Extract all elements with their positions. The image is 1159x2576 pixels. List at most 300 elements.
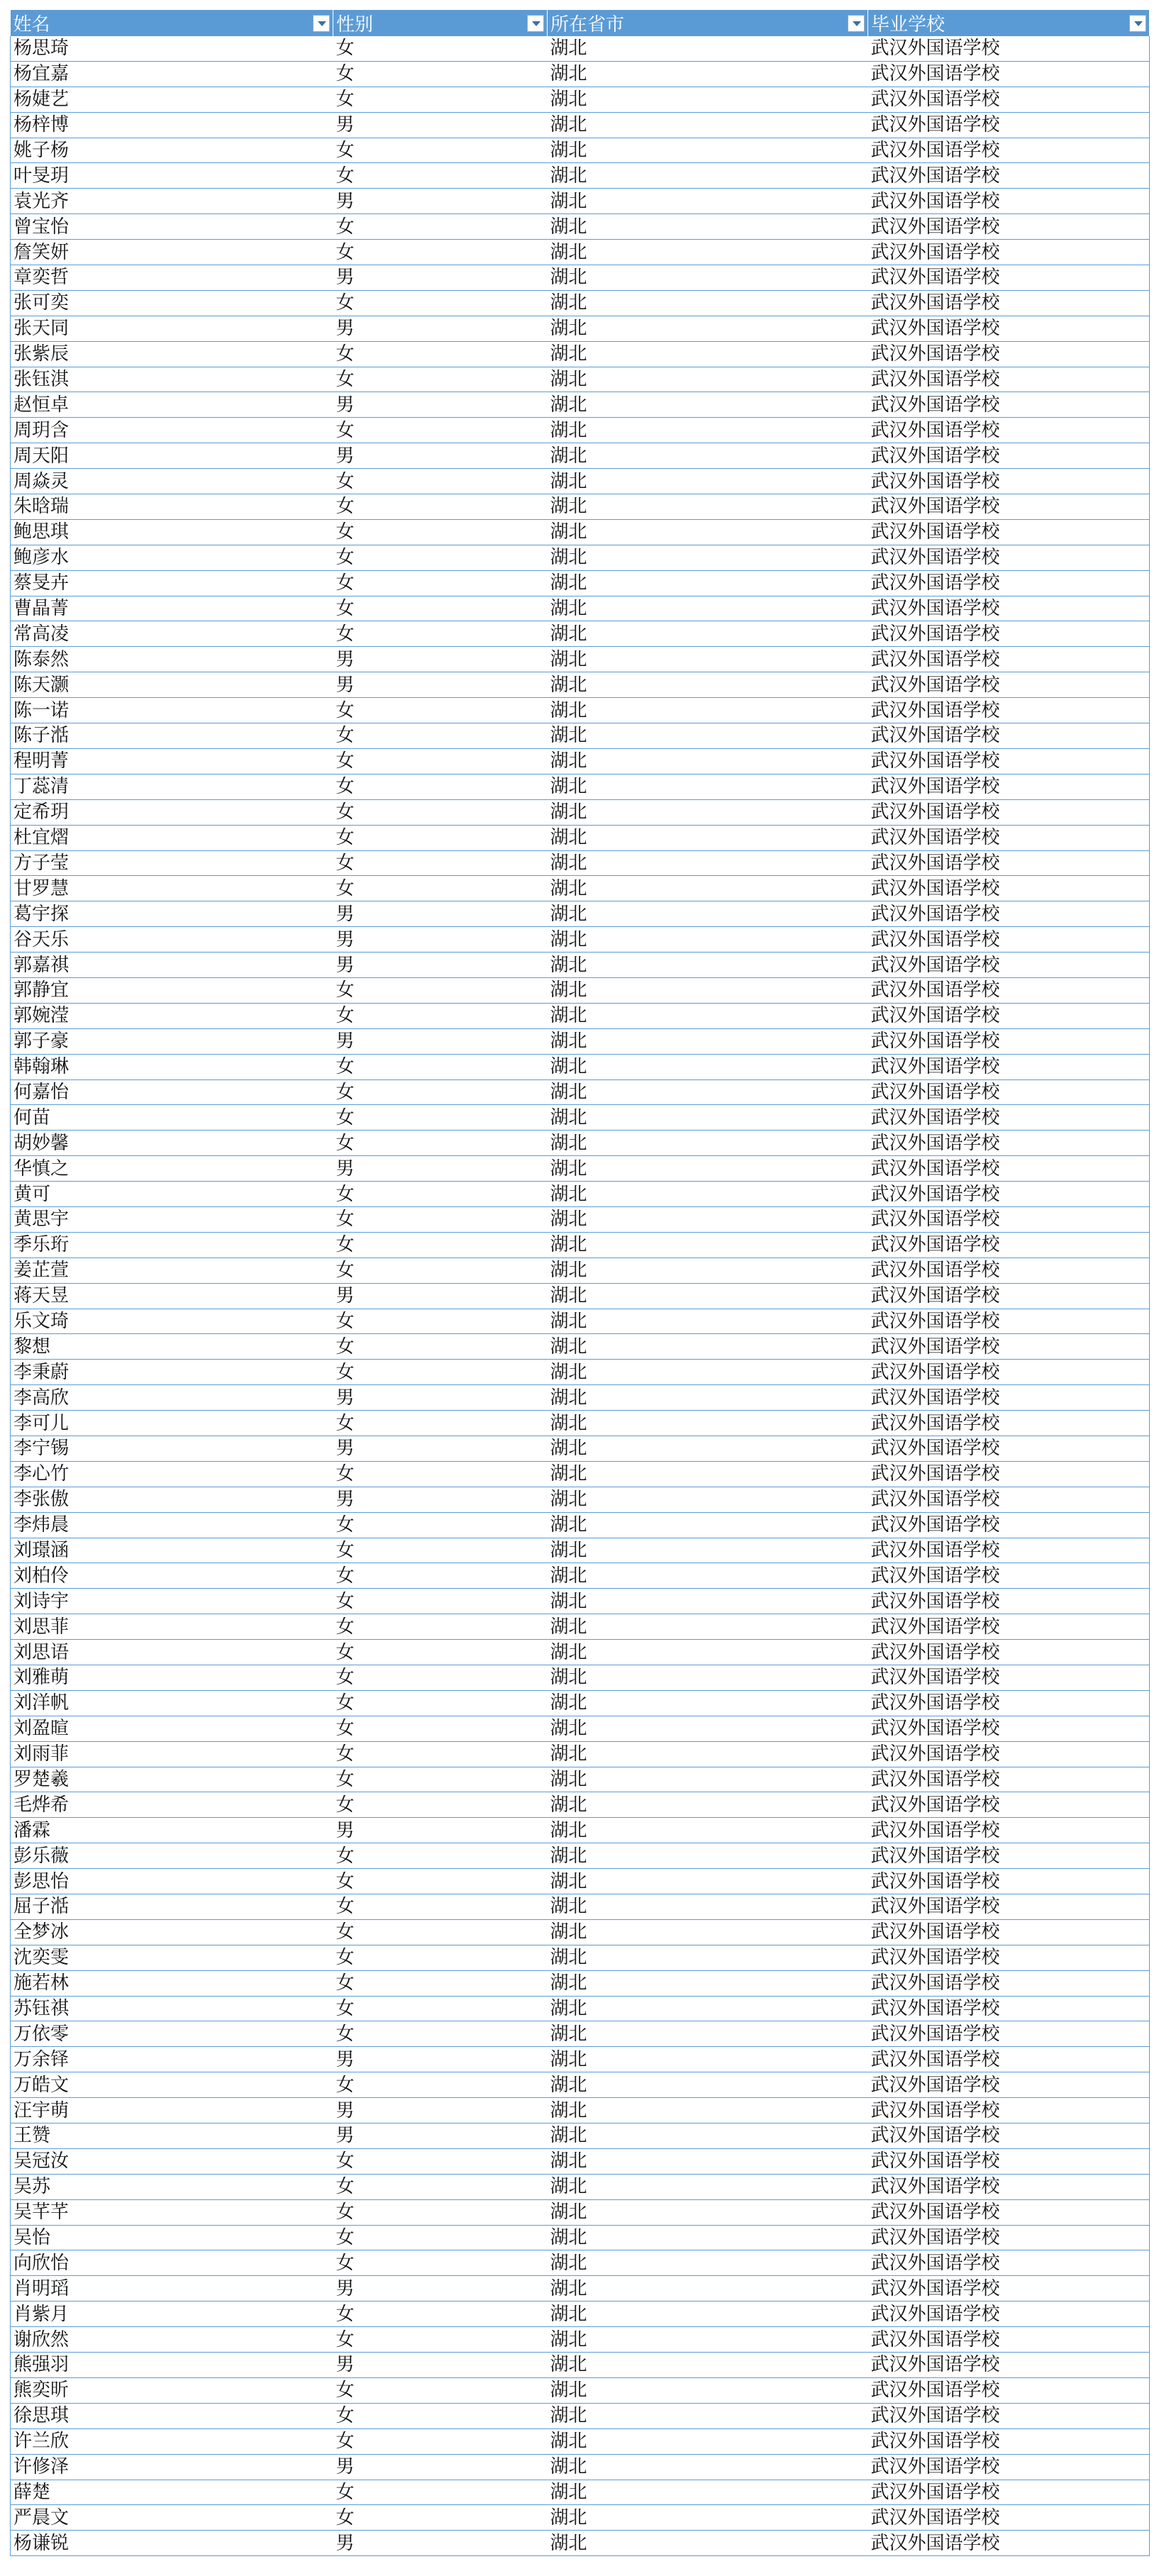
cell-name[interactable]: 许修泽 [11,2454,333,2480]
cell-school[interactable]: 武汉外国语学校 [868,392,1150,418]
cell-name[interactable]: 乐文琦 [11,1309,333,1334]
cell-province[interactable]: 湖北 [548,265,868,291]
cell-gender[interactable]: 女 [333,2377,548,2403]
cell-gender[interactable]: 男 [333,2353,548,2378]
cell-province[interactable]: 湖北 [548,1945,868,1970]
cell-gender[interactable]: 女 [333,774,548,799]
cell-school[interactable]: 武汉外国语学校 [868,672,1150,698]
cell-province[interactable]: 湖北 [548,774,868,799]
cell-gender[interactable]: 女 [333,87,548,112]
cell-gender[interactable]: 男 [333,1818,548,1843]
cell-name[interactable]: 季乐珩 [11,1232,333,1258]
cell-province[interactable]: 湖北 [548,1182,868,1207]
cell-gender[interactable]: 男 [333,2276,548,2302]
cell-province[interactable]: 湖北 [548,570,868,596]
cell-school[interactable]: 武汉外国语学校 [868,1843,1150,1869]
cell-name[interactable]: 万依零 [11,2021,333,2047]
cell-school[interactable]: 武汉外国语学校 [868,469,1150,494]
cell-school[interactable]: 武汉外国语学校 [868,265,1150,291]
cell-gender[interactable]: 女 [333,1589,548,1614]
cell-gender[interactable]: 女 [333,2148,548,2174]
cell-name[interactable]: 吴冠汝 [11,2148,333,2174]
cell-province[interactable]: 湖北 [548,1843,868,1869]
cell-province[interactable]: 湖北 [548,1411,868,1436]
cell-province[interactable]: 湖北 [548,443,868,469]
cell-name[interactable]: 姚子杨 [11,138,333,163]
cell-province[interactable]: 湖北 [548,1436,868,1461]
cell-province[interactable]: 湖北 [548,698,868,723]
cell-province[interactable]: 湖北 [548,1894,868,1920]
cell-school[interactable]: 武汉外国语学校 [868,1487,1150,1512]
cell-province[interactable]: 湖北 [548,2021,868,2047]
cell-province[interactable]: 湖北 [548,138,868,163]
cell-gender[interactable]: 女 [333,748,548,774]
cell-gender[interactable]: 女 [333,1232,548,1258]
cell-gender[interactable]: 女 [333,1869,548,1894]
cell-name[interactable]: 黎想 [11,1334,333,1360]
cell-school[interactable]: 武汉外国语学校 [868,1258,1150,1283]
cell-school[interactable]: 武汉外国语学校 [868,723,1150,749]
cell-name[interactable]: 肖明瑫 [11,2276,333,2302]
cell-school[interactable]: 武汉外国语学校 [868,1054,1150,1079]
cell-name[interactable]: 向欣怡 [11,2250,333,2276]
cell-province[interactable]: 湖北 [548,596,868,621]
cell-gender[interactable]: 女 [333,1411,548,1436]
cell-school[interactable]: 武汉外国语学校 [868,214,1150,240]
cell-province[interactable]: 湖北 [548,1792,868,1818]
cell-name[interactable]: 刘柏伶 [11,1563,333,1589]
cell-province[interactable]: 湖北 [548,901,868,927]
cell-province[interactable]: 湖北 [548,1003,868,1028]
cell-school[interactable]: 武汉外国语学校 [868,1411,1150,1436]
cell-province[interactable]: 湖北 [548,1589,868,1614]
cell-school[interactable]: 武汉外国语学校 [868,138,1150,163]
cell-name[interactable]: 苏钰祺 [11,1996,333,2021]
cell-gender[interactable]: 男 [333,1028,548,1054]
cell-gender[interactable]: 男 [333,316,548,341]
cell-name[interactable]: 曾宝怡 [11,214,333,240]
cell-province[interactable]: 湖北 [548,2098,868,2123]
cell-province[interactable]: 湖北 [548,2327,868,2353]
cell-name[interactable]: 谷天乐 [11,927,333,953]
cell-province[interactable]: 湖北 [548,850,868,876]
cell-school[interactable]: 武汉外国语学校 [868,1741,1150,1767]
cell-name[interactable]: 潘霖 [11,1818,333,1843]
cell-gender[interactable]: 女 [333,2327,548,2353]
cell-school[interactable]: 武汉外国语学校 [868,545,1150,570]
cell-province[interactable]: 湖北 [548,519,868,545]
cell-gender[interactable]: 女 [333,1512,548,1538]
cell-school[interactable]: 武汉外国语学校 [868,1461,1150,1487]
cell-province[interactable]: 湖北 [548,1461,868,1487]
cell-name[interactable]: 杨婕艺 [11,87,333,112]
cell-province[interactable]: 湖北 [548,290,868,316]
cell-gender[interactable]: 女 [333,876,548,901]
cell-school[interactable]: 武汉外国语学校 [868,519,1150,545]
cell-school[interactable]: 武汉外国语学校 [868,799,1150,825]
cell-name[interactable]: 张紫辰 [11,341,333,367]
cell-name[interactable]: 刘洋帆 [11,1690,333,1716]
cell-name[interactable]: 沈奕雯 [11,1945,333,1970]
cell-province[interactable]: 湖北 [548,1309,868,1334]
cell-school[interactable]: 武汉外国语学校 [868,1818,1150,1843]
cell-province[interactable]: 湖北 [548,2199,868,2225]
cell-gender[interactable]: 女 [333,1131,548,1156]
cell-gender[interactable]: 女 [333,469,548,494]
cell-name[interactable]: 全梦冰 [11,1919,333,1945]
cell-name[interactable]: 吴苏 [11,2174,333,2199]
cell-province[interactable]: 湖北 [548,1690,868,1716]
cell-school[interactable]: 武汉外国语学校 [868,2454,1150,2480]
cell-school[interactable]: 武汉外国语学校 [868,1079,1150,1105]
cell-gender[interactable]: 男 [333,2098,548,2123]
cell-gender[interactable]: 男 [333,1436,548,1461]
cell-school[interactable]: 武汉外国语学校 [868,1589,1150,1614]
cell-school[interactable]: 武汉外国语学校 [868,189,1150,214]
cell-gender[interactable]: 女 [333,494,548,520]
cell-province[interactable]: 湖北 [548,1258,868,1283]
cell-gender[interactable]: 女 [333,1614,548,1640]
cell-province[interactable]: 湖北 [548,2454,868,2480]
cell-name[interactable]: 熊强羽 [11,2353,333,2378]
cell-gender[interactable]: 女 [333,341,548,367]
cell-province[interactable]: 湖北 [548,2480,868,2505]
cell-province[interactable]: 湖北 [548,1206,868,1232]
cell-name[interactable]: 甘罗慧 [11,876,333,901]
cell-school[interactable]: 武汉外国语学校 [868,570,1150,596]
cell-school[interactable]: 武汉外国语学校 [868,825,1150,850]
cell-school[interactable]: 武汉外国语学校 [868,596,1150,621]
cell-school[interactable]: 武汉外国语学校 [868,1512,1150,1538]
cell-gender[interactable]: 女 [333,2250,548,2276]
cell-name[interactable]: 程明菁 [11,748,333,774]
cell-school[interactable]: 武汉外国语学校 [868,876,1150,901]
cell-province[interactable]: 湖北 [548,1767,868,1792]
cell-gender[interactable]: 女 [333,367,548,392]
cell-province[interactable]: 湖北 [548,1538,868,1563]
cell-name[interactable]: 袁光齐 [11,189,333,214]
cell-province[interactable]: 湖北 [548,1487,868,1512]
cell-province[interactable]: 湖北 [548,2353,868,2378]
cell-gender[interactable]: 男 [333,189,548,214]
cell-gender[interactable]: 女 [333,1767,548,1792]
cell-name[interactable]: 陈泰然 [11,647,333,672]
cell-school[interactable]: 武汉外国语学校 [868,2403,1150,2428]
cell-gender[interactable]: 女 [333,2428,548,2454]
cell-gender[interactable]: 女 [333,2174,548,2199]
cell-gender[interactable]: 女 [333,698,548,723]
cell-province[interactable]: 湖北 [548,367,868,392]
cell-province[interactable]: 湖北 [548,1640,868,1665]
filter-dropdown-icon[interactable] [1129,15,1146,32]
cell-school[interactable]: 武汉外国语学校 [868,61,1150,87]
cell-school[interactable]: 武汉外国语学校 [868,36,1150,61]
cell-province[interactable]: 湖北 [548,953,868,978]
cell-name[interactable]: 李宁锡 [11,1436,333,1461]
cell-name[interactable]: 杜宜熠 [11,825,333,850]
cell-school[interactable]: 武汉外国语学校 [868,1105,1150,1131]
cell-province[interactable]: 湖北 [548,647,868,672]
cell-school[interactable]: 武汉外国语学校 [868,1360,1150,1385]
cell-name[interactable]: 郭婉滢 [11,1003,333,1028]
cell-school[interactable]: 武汉外国语学校 [868,1028,1150,1054]
cell-school[interactable]: 武汉外国语学校 [868,2174,1150,2199]
cell-gender[interactable]: 女 [333,545,548,570]
cell-province[interactable]: 湖北 [548,1283,868,1309]
cell-gender[interactable]: 女 [333,1919,548,1945]
cell-gender[interactable]: 男 [333,2531,548,2556]
cell-name[interactable]: 张钰淇 [11,367,333,392]
cell-province[interactable]: 湖北 [548,2174,868,2199]
cell-name[interactable]: 杨梓博 [11,112,333,138]
cell-name[interactable]: 李炜晨 [11,1512,333,1538]
cell-school[interactable]: 武汉外国语学校 [868,2531,1150,2556]
cell-school[interactable]: 武汉外国语学校 [868,1690,1150,1716]
cell-school[interactable]: 武汉外国语学校 [868,1182,1150,1207]
cell-school[interactable]: 武汉外国语学校 [868,418,1150,443]
cell-gender[interactable]: 女 [333,1461,548,1487]
cell-school[interactable]: 武汉外国语学校 [868,1385,1150,1411]
cell-gender[interactable]: 女 [333,1538,548,1563]
cell-school[interactable]: 武汉外国语学校 [868,2505,1150,2531]
cell-name[interactable]: 徐思琪 [11,2403,333,2428]
cell-gender[interactable]: 女 [333,1206,548,1232]
cell-gender[interactable]: 男 [333,1487,548,1512]
cell-school[interactable]: 武汉外国语学校 [868,2302,1150,2327]
cell-province[interactable]: 湖北 [548,927,868,953]
cell-school[interactable]: 武汉外国语学校 [868,1767,1150,1792]
cell-gender[interactable]: 女 [333,977,548,1003]
cell-school[interactable]: 武汉外国语学校 [868,2199,1150,2225]
cell-school[interactable]: 武汉外国语学校 [868,1232,1150,1258]
cell-province[interactable]: 湖北 [548,189,868,214]
cell-gender[interactable]: 男 [333,2123,548,2149]
cell-school[interactable]: 武汉外国语学校 [868,1970,1150,1996]
cell-province[interactable]: 湖北 [548,1741,868,1767]
cell-province[interactable]: 湖北 [548,672,868,698]
cell-name[interactable]: 吴芊芊 [11,2199,333,2225]
cell-gender[interactable]: 女 [333,1079,548,1105]
cell-gender[interactable]: 女 [333,2072,548,2098]
cell-name[interactable]: 何苗 [11,1105,333,1131]
cell-province[interactable]: 湖北 [548,1079,868,1105]
cell-gender[interactable]: 男 [333,443,548,469]
cell-gender[interactable]: 女 [333,1716,548,1741]
cell-gender[interactable]: 男 [333,1156,548,1182]
cell-province[interactable]: 湖北 [548,825,868,850]
cell-province[interactable]: 湖北 [548,1665,868,1691]
cell-school[interactable]: 武汉外国语学校 [868,1538,1150,1563]
cell-name[interactable]: 施若林 [11,1970,333,1996]
cell-school[interactable]: 武汉外国语学校 [868,2123,1150,2149]
cell-school[interactable]: 武汉外国语学校 [868,2021,1150,2047]
cell-school[interactable]: 武汉外国语学校 [868,341,1150,367]
cell-name[interactable]: 陈天灏 [11,672,333,698]
cell-province[interactable]: 湖北 [548,1131,868,1156]
cell-school[interactable]: 武汉外国语学校 [868,2047,1150,2072]
cell-school[interactable]: 武汉外国语学校 [868,774,1150,799]
cell-province[interactable]: 湖北 [548,2250,868,2276]
cell-name[interactable]: 李高欣 [11,1385,333,1411]
cell-province[interactable]: 湖北 [548,2072,868,2098]
cell-gender[interactable]: 男 [333,392,548,418]
cell-gender[interactable]: 女 [333,240,548,265]
cell-name[interactable]: 华慎之 [11,1156,333,1182]
cell-name[interactable]: 鲍彦水 [11,545,333,570]
cell-province[interactable]: 湖北 [548,494,868,520]
cell-province[interactable]: 湖北 [548,2276,868,2302]
cell-name[interactable]: 李张傲 [11,1487,333,1512]
cell-province[interactable]: 湖北 [548,1716,868,1741]
cell-gender[interactable]: 女 [333,1741,548,1767]
cell-province[interactable]: 湖北 [548,1869,868,1894]
cell-name[interactable]: 周玥含 [11,418,333,443]
cell-name[interactable]: 朱晗瑞 [11,494,333,520]
cell-province[interactable]: 湖北 [548,112,868,138]
cell-name[interactable]: 方子莹 [11,850,333,876]
cell-gender[interactable]: 女 [333,1105,548,1131]
cell-name[interactable]: 刘盈暄 [11,1716,333,1741]
cell-province[interactable]: 湖北 [548,1334,868,1360]
cell-school[interactable]: 武汉外国语学校 [868,1894,1150,1920]
cell-gender[interactable]: 女 [333,1334,548,1360]
cell-name[interactable]: 陈子湉 [11,723,333,749]
cell-name[interactable]: 鲍思琪 [11,519,333,545]
cell-name[interactable]: 张天同 [11,316,333,341]
cell-name[interactable]: 严晨文 [11,2505,333,2531]
cell-name[interactable]: 杨谦锐 [11,2531,333,2556]
cell-gender[interactable]: 男 [333,112,548,138]
cell-school[interactable]: 武汉外国语学校 [868,1614,1150,1640]
cell-name[interactable]: 屈子湉 [11,1894,333,1920]
cell-school[interactable]: 武汉外国语学校 [868,443,1150,469]
cell-province[interactable]: 湖北 [548,799,868,825]
cell-province[interactable]: 湖北 [548,2123,868,2149]
cell-gender[interactable]: 男 [333,647,548,672]
cell-name[interactable]: 郭静宜 [11,977,333,1003]
cell-school[interactable]: 武汉外国语学校 [868,1206,1150,1232]
cell-gender[interactable]: 女 [333,1360,548,1385]
cell-school[interactable]: 武汉外国语学校 [868,494,1150,520]
cell-gender[interactable]: 女 [333,1792,548,1818]
cell-name[interactable]: 叶旻玥 [11,163,333,189]
cell-school[interactable]: 武汉外国语学校 [868,87,1150,112]
cell-gender[interactable]: 女 [333,1563,548,1589]
cell-province[interactable]: 湖北 [548,876,868,901]
cell-name[interactable]: 刘思菲 [11,1614,333,1640]
cell-gender[interactable]: 女 [333,1894,548,1920]
cell-gender[interactable]: 女 [333,36,548,61]
cell-name[interactable]: 詹笑妍 [11,240,333,265]
cell-school[interactable]: 武汉外国语学校 [868,163,1150,189]
cell-school[interactable]: 武汉外国语学校 [868,1640,1150,1665]
cell-name[interactable]: 郭子豪 [11,1028,333,1054]
cell-province[interactable]: 湖北 [548,1360,868,1385]
cell-gender[interactable]: 男 [333,2047,548,2072]
cell-school[interactable]: 武汉外国语学校 [868,2327,1150,2353]
cell-province[interactable]: 湖北 [548,1385,868,1411]
cell-province[interactable]: 湖北 [548,1614,868,1640]
cell-name[interactable]: 万皓文 [11,2072,333,2098]
cell-name[interactable]: 蒋天昱 [11,1283,333,1309]
filter-dropdown-icon[interactable] [848,15,865,32]
cell-province[interactable]: 湖北 [548,1970,868,1996]
cell-school[interactable]: 武汉外国语学校 [868,953,1150,978]
cell-province[interactable]: 湖北 [548,1919,868,1945]
cell-school[interactable]: 武汉外国语学校 [868,748,1150,774]
cell-school[interactable]: 武汉外国语学校 [868,1945,1150,1970]
cell-province[interactable]: 湖北 [548,2531,868,2556]
cell-name[interactable]: 黄可 [11,1182,333,1207]
cell-school[interactable]: 武汉外国语学校 [868,1996,1150,2021]
cell-name[interactable]: 毛烨希 [11,1792,333,1818]
cell-name[interactable]: 黄思宇 [11,1206,333,1232]
cell-name[interactable]: 葛宇探 [11,901,333,927]
cell-province[interactable]: 湖北 [548,214,868,240]
cell-gender[interactable]: 女 [333,2225,548,2250]
cell-school[interactable]: 武汉外国语学校 [868,850,1150,876]
cell-gender[interactable]: 女 [333,850,548,876]
cell-name[interactable]: 杨思琦 [11,36,333,61]
cell-name[interactable]: 常高凌 [11,621,333,647]
cell-province[interactable]: 湖北 [548,2377,868,2403]
cell-name[interactable]: 刘璟涵 [11,1538,333,1563]
cell-name[interactable]: 汪宇萌 [11,2098,333,2123]
cell-province[interactable]: 湖北 [548,1232,868,1258]
cell-name[interactable]: 丁蕊清 [11,774,333,799]
cell-gender[interactable]: 女 [333,1309,548,1334]
cell-province[interactable]: 湖北 [548,163,868,189]
cell-gender[interactable]: 女 [333,214,548,240]
cell-province[interactable]: 湖北 [548,341,868,367]
cell-school[interactable]: 武汉外国语学校 [868,2428,1150,2454]
cell-name[interactable]: 刘诗宇 [11,1589,333,1614]
cell-school[interactable]: 武汉外国语学校 [868,2148,1150,2174]
cell-name[interactable]: 彭思怡 [11,1869,333,1894]
cell-province[interactable]: 湖北 [548,61,868,87]
cell-school[interactable]: 武汉外国语学校 [868,901,1150,927]
cell-name[interactable]: 郭嘉祺 [11,953,333,978]
cell-gender[interactable]: 女 [333,1182,548,1207]
cell-school[interactable]: 武汉外国语学校 [868,1665,1150,1691]
cell-gender[interactable]: 女 [333,1690,548,1716]
cell-gender[interactable]: 女 [333,1996,548,2021]
cell-gender[interactable]: 男 [333,953,548,978]
cell-province[interactable]: 湖北 [548,1054,868,1079]
cell-province[interactable]: 湖北 [548,545,868,570]
cell-school[interactable]: 武汉外国语学校 [868,1869,1150,1894]
cell-name[interactable]: 周焱灵 [11,469,333,494]
cell-gender[interactable]: 男 [333,927,548,953]
cell-school[interactable]: 武汉外国语学校 [868,1919,1150,1945]
cell-province[interactable]: 湖北 [548,2428,868,2454]
cell-name[interactable]: 熊奕昕 [11,2377,333,2403]
cell-gender[interactable]: 女 [333,1665,548,1691]
cell-school[interactable]: 武汉外国语学校 [868,2250,1150,2276]
cell-province[interactable]: 湖北 [548,1996,868,2021]
cell-name[interactable]: 章奕哲 [11,265,333,291]
cell-school[interactable]: 武汉外国语学校 [868,1334,1150,1360]
cell-name[interactable]: 彭乐薇 [11,1843,333,1869]
cell-province[interactable]: 湖北 [548,2225,868,2250]
cell-gender[interactable]: 男 [333,265,548,291]
cell-province[interactable]: 湖北 [548,2302,868,2327]
cell-gender[interactable]: 女 [333,2480,548,2505]
cell-province[interactable]: 湖北 [548,748,868,774]
cell-gender[interactable]: 女 [333,621,548,647]
cell-gender[interactable]: 男 [333,1385,548,1411]
cell-province[interactable]: 湖北 [548,977,868,1003]
